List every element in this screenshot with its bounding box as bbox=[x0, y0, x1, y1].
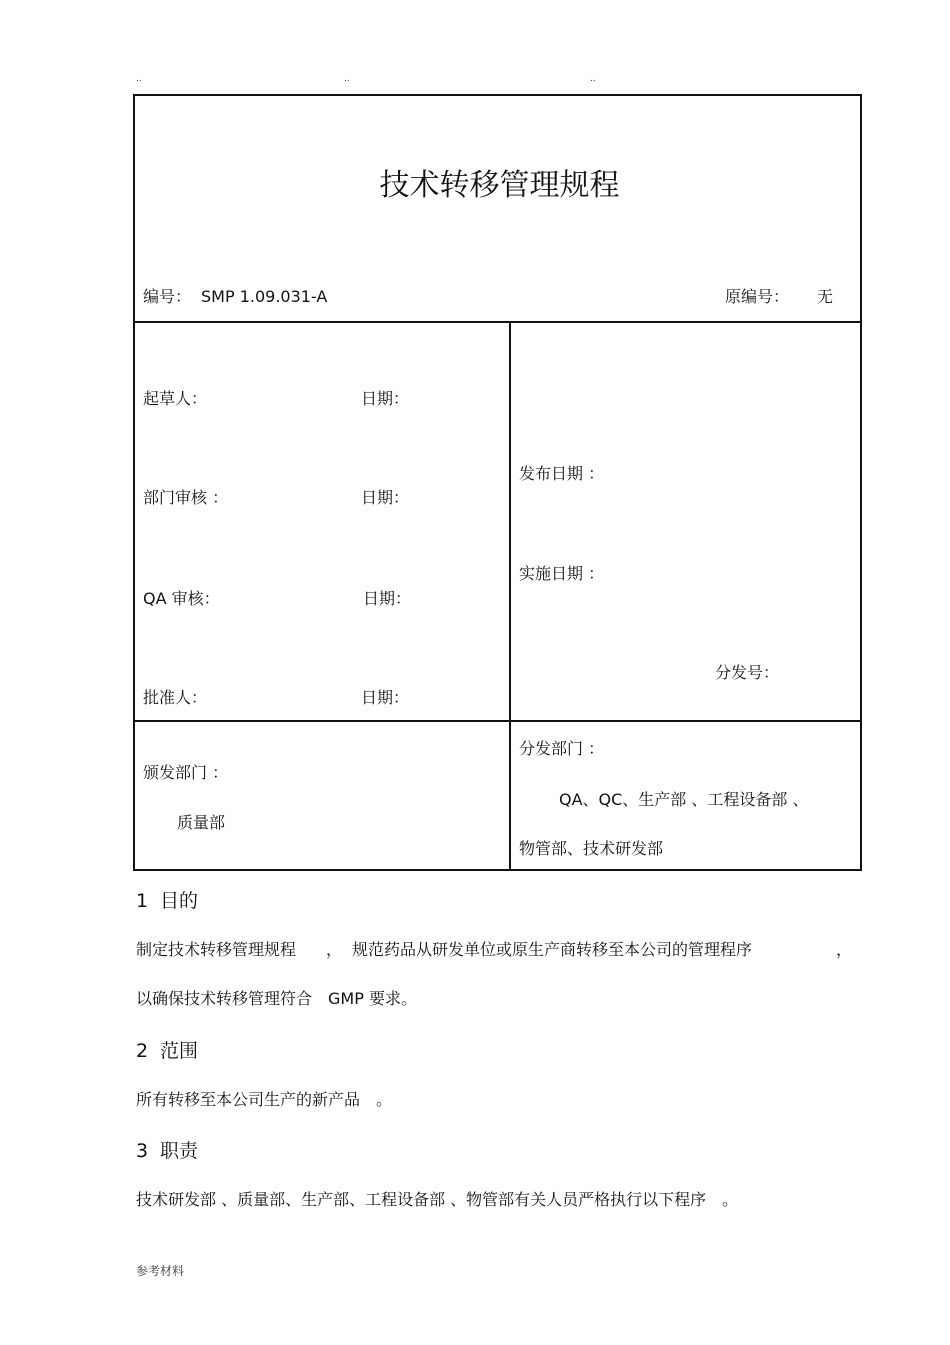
divider bbox=[135, 321, 862, 323]
effective-date-label: 实施日期 ： bbox=[519, 564, 605, 583]
section-heading: 范围 bbox=[160, 1040, 199, 1062]
issuing-dept-value: 质量部 bbox=[177, 813, 226, 832]
dept-review-label: 部门审核 ： bbox=[143, 488, 229, 507]
cover-table bbox=[133, 94, 862, 871]
code-label: 编号： bbox=[143, 287, 192, 306]
paragraph-text: 所有转移至本公司生产的新产品 。 bbox=[136, 1090, 393, 1109]
orig-code-value: 无 bbox=[817, 287, 834, 306]
section-heading: 职责 bbox=[160, 1140, 199, 1162]
approver-label: 批准人： bbox=[143, 688, 208, 707]
paragraph-text: 规范药品从研发单位或原生产商转移至本公司的管理程序 bbox=[352, 940, 753, 959]
section-number: 2 bbox=[136, 1040, 149, 1062]
divider bbox=[509, 720, 862, 722]
header-dot: .. bbox=[344, 74, 350, 84]
distribution-dept-label: 分发部门 ： bbox=[519, 739, 605, 758]
divider bbox=[135, 720, 510, 722]
paragraph-text: ， bbox=[326, 940, 343, 959]
date-label: 日期： bbox=[363, 589, 412, 608]
date-label: 日期： bbox=[361, 389, 410, 408]
header-dot: .. bbox=[590, 74, 596, 84]
distribution-dept-line: 物管部、技术研发部 bbox=[519, 839, 664, 858]
drafter-label: 起草人： bbox=[143, 389, 208, 408]
section-number: 1 bbox=[136, 890, 149, 912]
paragraph-text: 技术研发部 、质量部、生产部、工程设备部 、物管部有关人员严格执行以下程序 。 bbox=[136, 1190, 739, 1209]
section-number: 3 bbox=[136, 1140, 149, 1162]
paragraph-text: 制定技术转移管理规程 bbox=[136, 940, 297, 959]
qa-review-label: QA 审核： bbox=[143, 589, 220, 608]
section-heading: 目的 bbox=[160, 890, 199, 912]
orig-code-label: 原编号： bbox=[725, 287, 790, 306]
document-title: 技术转移管理规程 bbox=[379, 168, 620, 203]
distribution-number-label: 分发号： bbox=[715, 663, 780, 682]
publish-date-label: 发布日期 ： bbox=[519, 464, 605, 483]
date-label: 日期： bbox=[361, 688, 410, 707]
divider bbox=[509, 321, 511, 871]
header-dot: .. bbox=[136, 74, 142, 84]
code-value: SMP 1.09.031-A bbox=[201, 287, 328, 306]
date-label: 日期： bbox=[361, 488, 410, 507]
footer-note: 参考材料 bbox=[136, 1264, 185, 1278]
paragraph-text: 以确保技术转移管理符合 GMP 要求。 bbox=[136, 989, 417, 1008]
paragraph-text: ， bbox=[836, 940, 853, 959]
distribution-dept-line: QA、QC、生产部 、工程设备部 、 bbox=[559, 790, 809, 809]
issuing-dept-label: 颁发部门 ： bbox=[143, 763, 229, 782]
